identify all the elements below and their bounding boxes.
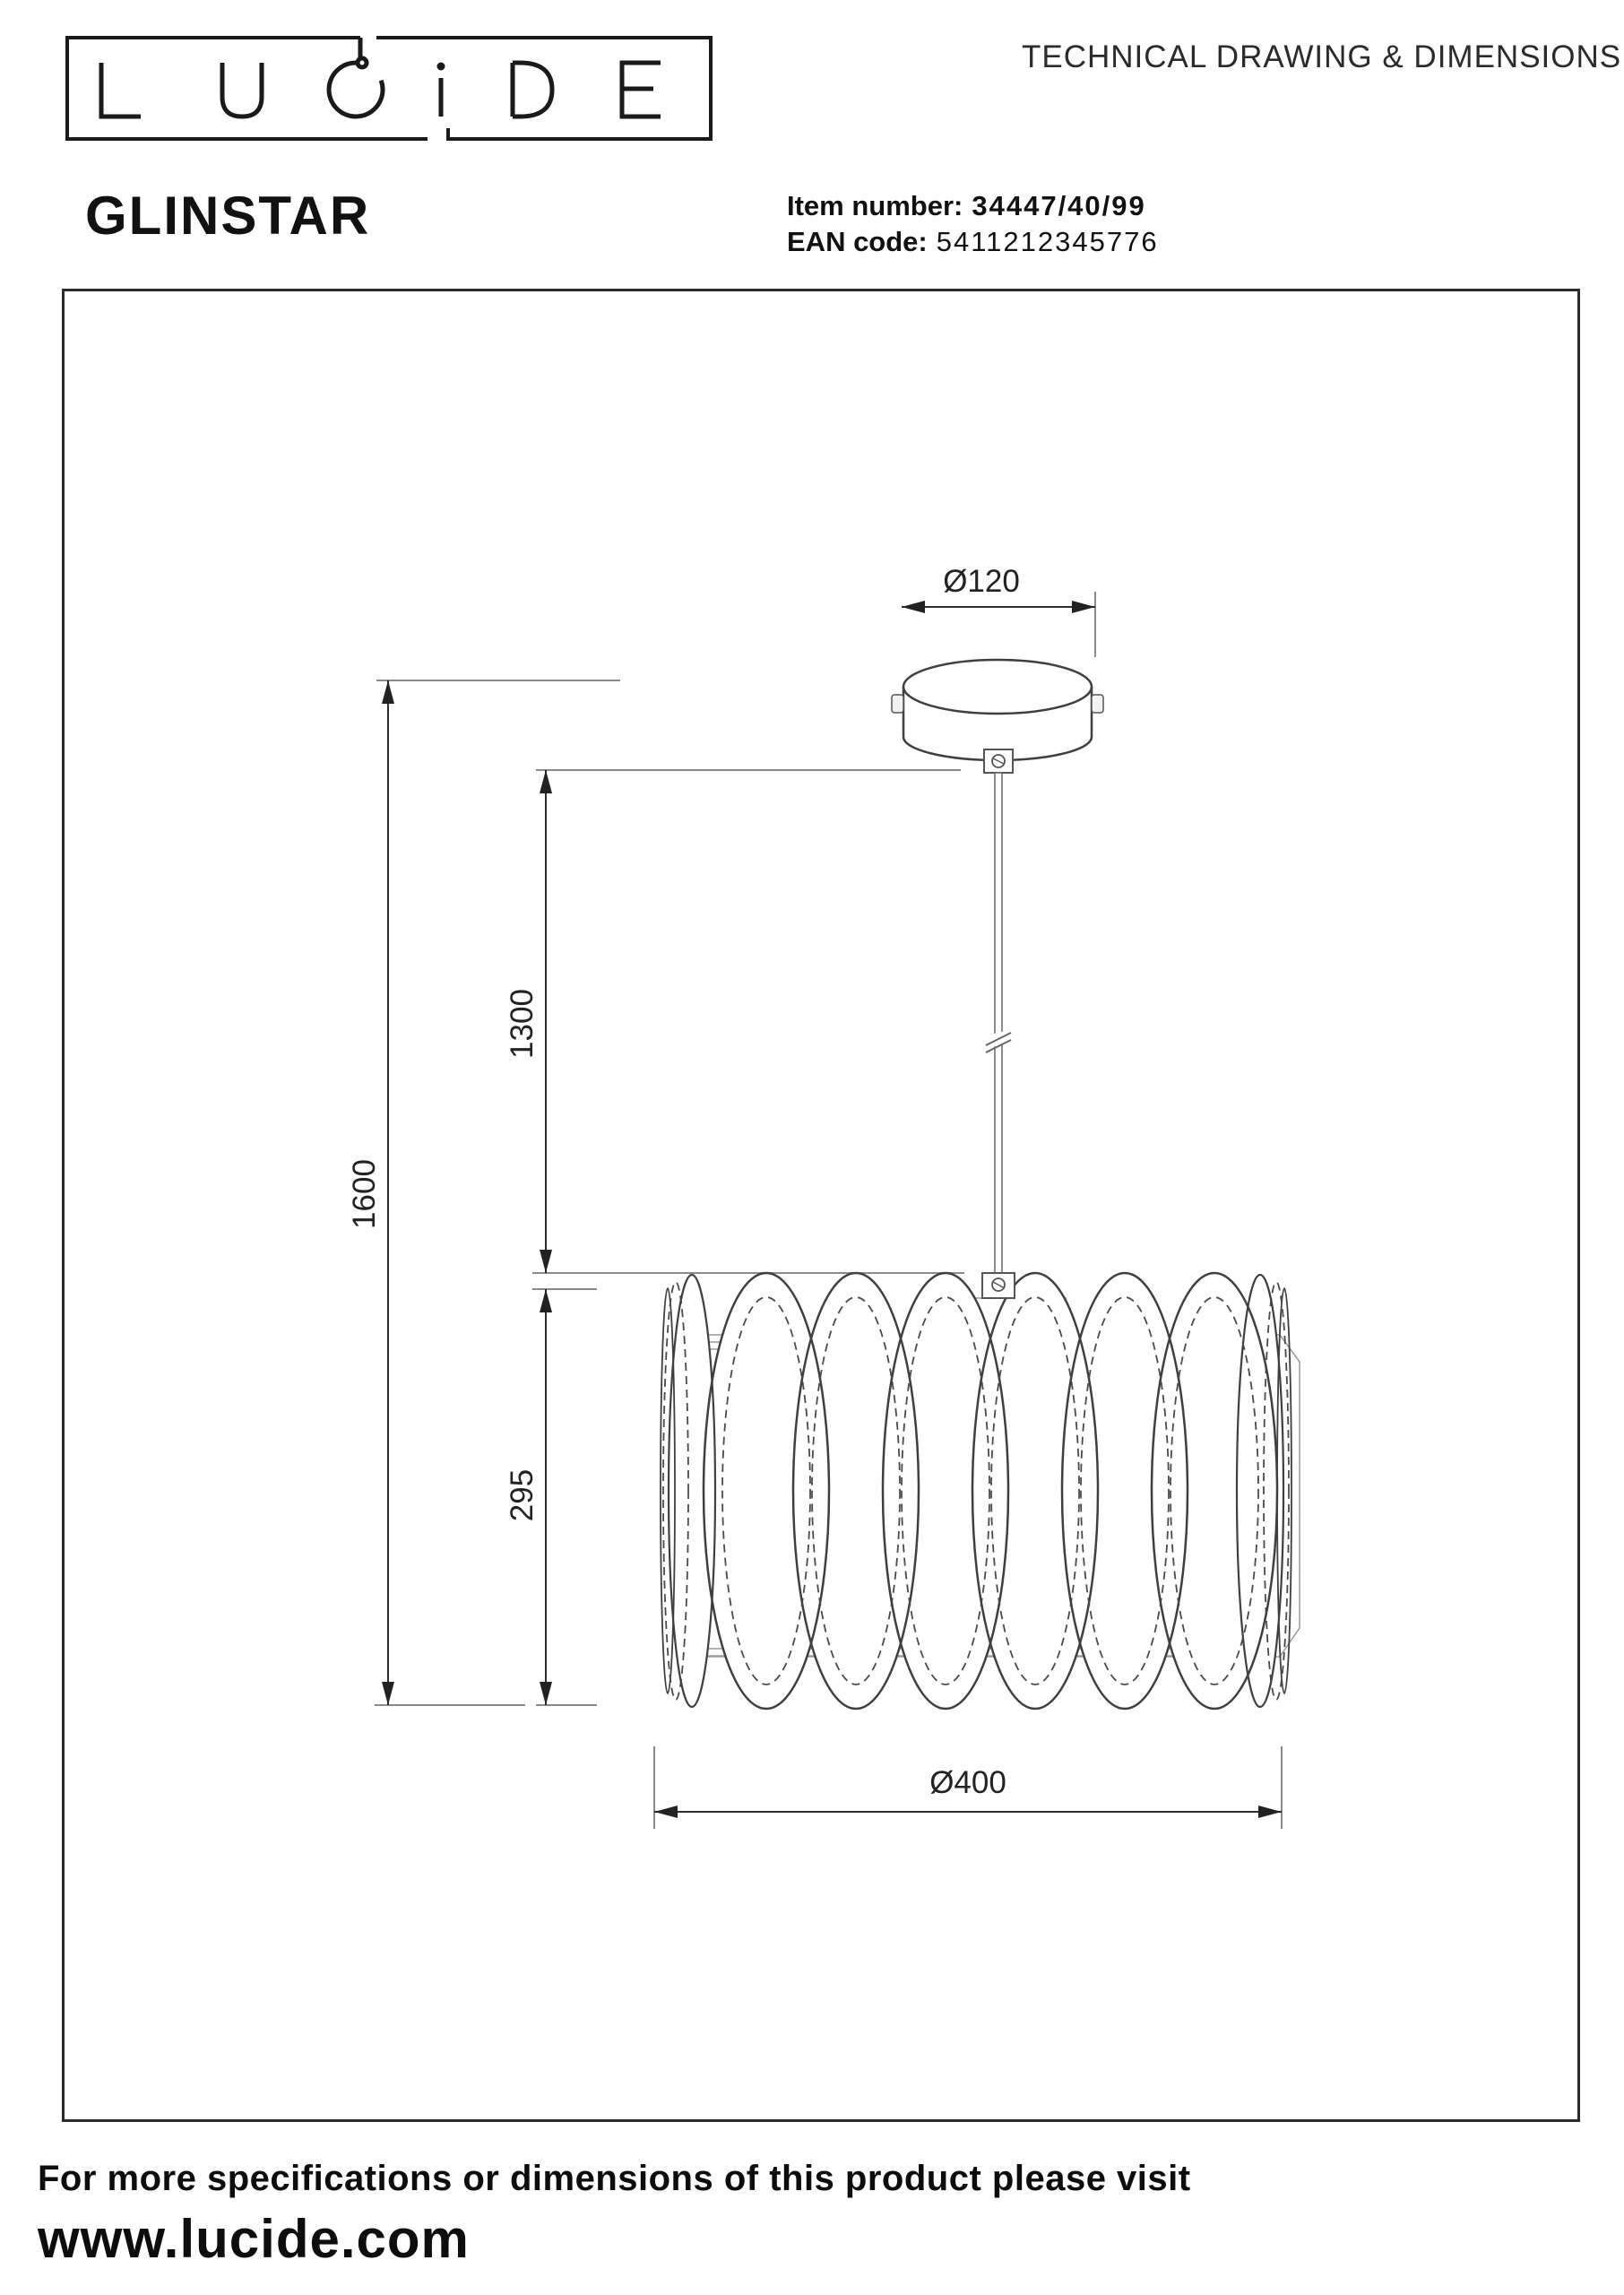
footer (38, 2159, 1191, 2270)
shade (661, 1273, 1300, 1709)
shade-panel-fills (669, 1273, 1283, 1709)
page-title: TECHNICAL DRAWING & DIMENSIONS (1022, 39, 1622, 74)
total-drop-label: 1600 (347, 1159, 382, 1229)
footer-website: www.lucide.com (38, 2209, 470, 2269)
suspension-rod (982, 773, 1015, 1298)
ean-code-label: EAN code: (787, 226, 928, 257)
ean-code-value: 5411212345776 (936, 226, 1159, 257)
canopy-screw-left (892, 695, 903, 713)
drawing-border (64, 290, 1579, 2121)
dimension-suspension-length (505, 770, 552, 1273)
dimension-shade-height (505, 1289, 552, 1705)
footer-text: For more specifications or dimensions of this product please visit (38, 2159, 1191, 2198)
canopy (892, 660, 1103, 773)
canopy-diameter-label: Ø120 (943, 564, 1020, 599)
suspension-length-label: 1300 (505, 989, 540, 1059)
shade-height-label: 295 (505, 1468, 540, 1522)
canopy-screw-right (1092, 695, 1103, 713)
dimension-total-drop (347, 680, 394, 1705)
product-name: GLINSTAR (85, 186, 371, 246)
item-number-label: Item number: (787, 190, 963, 221)
dimension-shade-diameter (654, 1765, 1282, 1818)
shade-diameter-label: Ø400 (929, 1765, 1006, 1800)
item-number-value: 34447/40/99 (972, 190, 1146, 221)
dimension-canopy-diameter (902, 564, 1095, 613)
